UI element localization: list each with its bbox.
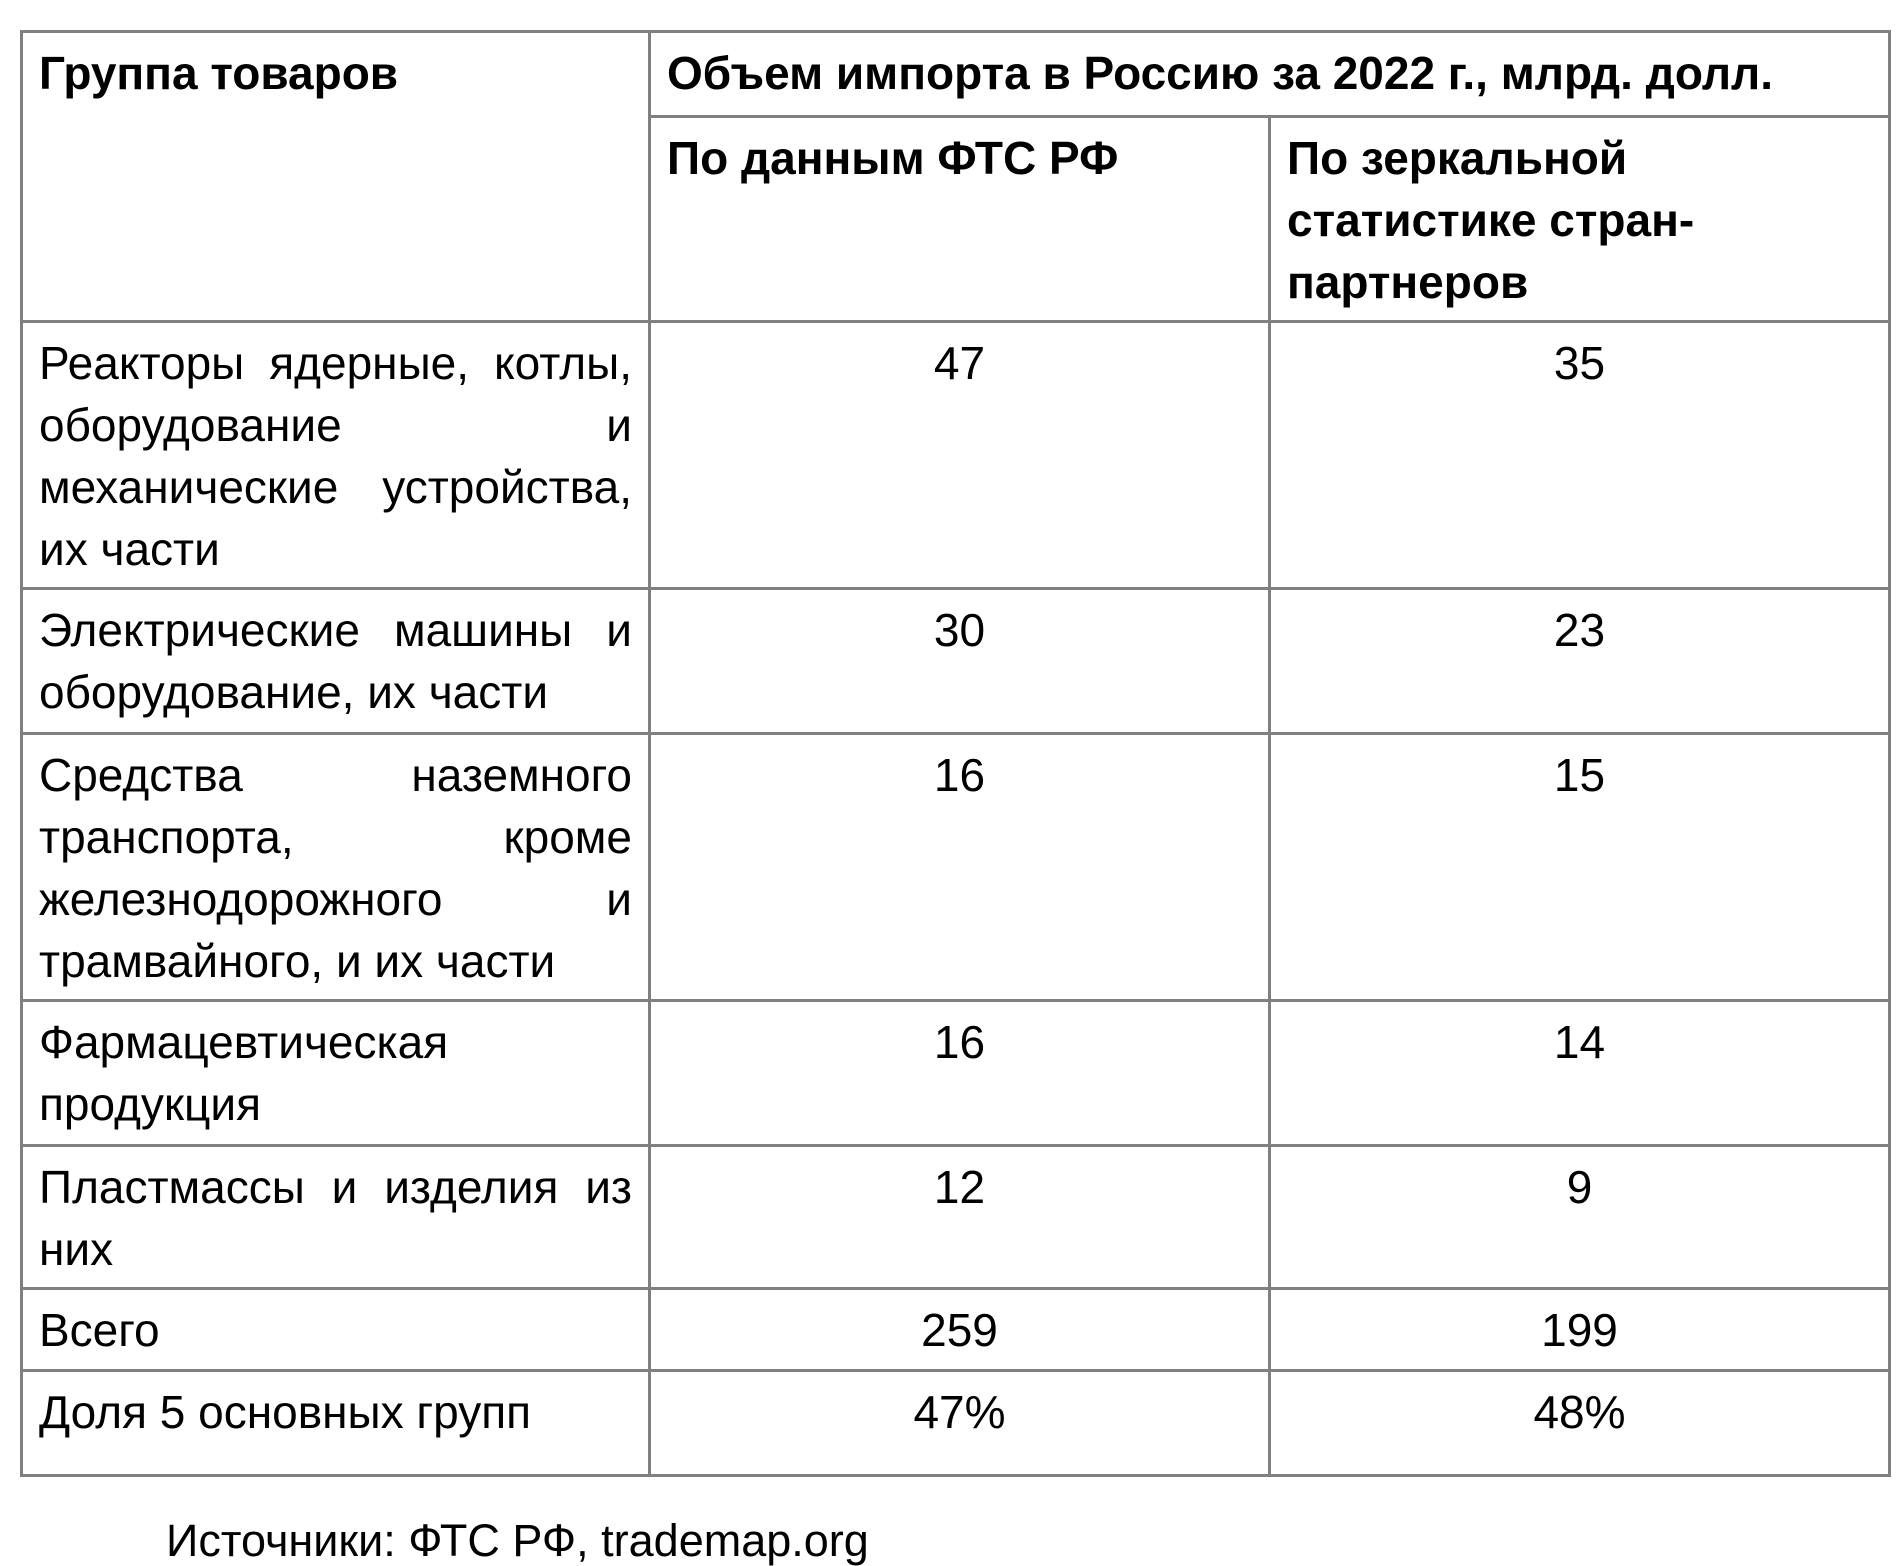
table-row (22, 734, 1890, 1001)
group-cell: Средства наземного транспорта, кроме железнодорожного и трамвайного, и их части (22, 734, 650, 1001)
table-row (22, 322, 1890, 589)
share-label-cell: Доля 5 основных групп (22, 1371, 650, 1476)
imports-table (20, 30, 1891, 1477)
table-row-total (22, 1289, 1890, 1371)
table-row-share (22, 1371, 1890, 1476)
header-value-columns-title: Объем импорта в Россию за 2022 г., млрд. долл. (650, 32, 1890, 117)
fts-value-cell: 12 (650, 1146, 1270, 1289)
table-row (22, 1146, 1890, 1289)
header-row-top (22, 32, 1890, 117)
header-group-column: Группа товаров (22, 32, 650, 322)
source-note: Источники: ФТС РФ, trademap.org (166, 1515, 869, 1566)
mirror-value-cell: 14 (1270, 1001, 1890, 1146)
fts-share-cell: 47% (650, 1371, 1270, 1476)
mirror-value-cell: 15 (1270, 734, 1890, 1001)
table-header (22, 32, 1890, 322)
table-body (22, 322, 1890, 1476)
total-label-cell: Всего (22, 1289, 650, 1371)
mirror-total-cell: 199 (1270, 1289, 1890, 1371)
fts-value-cell: 16 (650, 1001, 1270, 1146)
header-mirror-column: По зеркальной статистике стран-партнеров (1270, 117, 1890, 322)
group-cell: Реакторы ядерные, котлы, оборудование и механические устройства, их части (22, 322, 650, 589)
fts-value-cell: 47 (650, 322, 1270, 589)
group-cell: Электрические машины и оборудование, их части (22, 589, 650, 734)
group-cell: Фармацевтическая продукция (22, 1001, 650, 1146)
table-row (22, 1001, 1890, 1146)
group-cell: Пластмассы и изделия из них (22, 1146, 650, 1289)
mirror-value-cell: 35 (1270, 322, 1890, 589)
table-row (22, 589, 1890, 734)
fts-total-cell: 259 (650, 1289, 1270, 1371)
mirror-value-cell: 23 (1270, 589, 1890, 734)
header-fts-column: По данным ФТС РФ (650, 117, 1270, 322)
mirror-value-cell: 9 (1270, 1146, 1890, 1289)
fts-value-cell: 16 (650, 734, 1270, 1001)
mirror-share-cell: 48% (1270, 1371, 1890, 1476)
fts-value-cell: 30 (650, 589, 1270, 734)
